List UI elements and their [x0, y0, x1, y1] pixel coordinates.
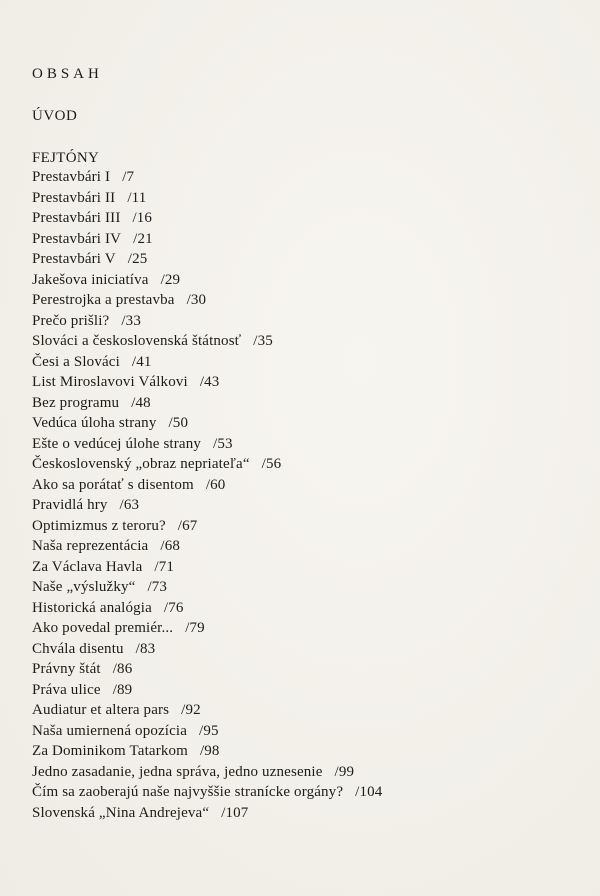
toc-entry-page: /53: [213, 435, 233, 452]
intro-heading: ÚVOD: [32, 108, 78, 124]
toc-entry: [32, 516, 382, 537]
toc-entry-page: /67: [177, 517, 198, 534]
toc-entry-title: Naša umiernená opozícia: [32, 722, 188, 739]
toc-entry-page: /21: [133, 230, 153, 247]
toc-entry-title: Čím sa zaoberajú naše najvyššie stranícke orgány?: [32, 784, 344, 800]
toc-entry: [32, 803, 382, 824]
toc-entry: [32, 536, 382, 557]
toc-entry-title: Prestavbári III: [32, 210, 121, 226]
toc-entry-title: Právny štát: [32, 661, 101, 677]
toc-entry-title: Optimizmus z teroru?: [32, 517, 166, 534]
toc-entry-page: /7: [122, 169, 135, 185]
toc-entry-title: Jedno zasadanie, jedna správa, jedno uznesenie: [32, 763, 323, 780]
toc-entry-title: Naše „výslužky“: [32, 579, 136, 595]
toc-entry-page: /83: [135, 640, 156, 657]
toc-entry-title: Audiatur et altera pars: [32, 702, 170, 718]
toc-entry: [32, 311, 382, 332]
toc-entry-page: /41: [131, 353, 152, 370]
toc-entry-title: Prestavbári IV: [32, 230, 122, 247]
toc-entry: [32, 741, 382, 762]
toc-entry-page: /25: [127, 251, 148, 267]
toc-entry-page: /50: [168, 415, 189, 431]
toc-entry: [32, 290, 382, 311]
toc-entry-title: Prestavbári II: [32, 189, 116, 206]
toc-entry-page: /76: [163, 599, 184, 616]
toc-entry-title: Chvála disentu: [32, 640, 124, 657]
toc-entry-title: Jakešova iniciatíva: [32, 271, 149, 288]
toc-entry: [32, 782, 382, 803]
toc-entry: [32, 495, 382, 516]
toc-entry-page: /95: [199, 722, 219, 739]
toc-entry-title: Ako sa porátať s disentom: [32, 476, 194, 493]
toc-entry-page: /30: [186, 292, 207, 308]
toc-entry-title: Vedúca úloha strany: [32, 415, 157, 431]
toc-entry-page: /98: [199, 743, 220, 759]
toc-entry-title: Prestavbári V: [32, 251, 116, 267]
toc-entry-page: /89: [112, 681, 133, 698]
toc-entry-title: Pravidlá hry: [32, 497, 108, 513]
toc-entry: [32, 188, 382, 209]
toc-entry-title: Perestrojka a prestavba: [32, 292, 175, 308]
toc-entry: [32, 680, 382, 701]
toc-entry-page: /48: [131, 394, 151, 411]
toc-entry: [32, 434, 382, 455]
toc-entry: [32, 393, 382, 414]
toc-entry-page: /92: [181, 702, 201, 718]
toc-entry-title: List Miroslavovi Válkovi: [32, 374, 188, 390]
toc-entry-page: /107: [221, 804, 249, 821]
toc-entry-page: /99: [334, 763, 355, 780]
toc-entry-page: /29: [160, 271, 181, 288]
toc-entry-page: /73: [147, 579, 168, 595]
toc-entry-title: Slováci a československá štátnosť: [32, 333, 242, 349]
toc-entry-title: Prestavbári I: [32, 169, 111, 185]
toc-entry: [32, 352, 382, 373]
toc-entry-title: Za Václava Havla: [32, 558, 143, 575]
toc-entry: [32, 413, 382, 434]
toc-entry-title: Československý „obraz nepriateľa“: [32, 456, 250, 472]
toc-entry-title: Bez programu: [32, 394, 120, 411]
toc-entry: [32, 249, 382, 270]
toc-entry-title: Práva ulice: [32, 681, 101, 698]
toc-entry: [32, 208, 382, 229]
toc-entry: [32, 331, 382, 352]
toc-entry: [32, 700, 382, 721]
contents-heading: OBSAH: [32, 66, 103, 82]
toc-entry-title: Česi a Slováci: [32, 353, 120, 370]
toc-entry-page: /63: [119, 497, 140, 513]
toc-entry-page: /86: [112, 661, 133, 677]
toc-entry: [32, 270, 382, 291]
toc-entry-title: Naša reprezentácia: [32, 538, 149, 554]
toc-entry: [32, 659, 382, 680]
toc-entry-title: Za Dominikom Tatarkom: [32, 743, 188, 759]
toc-entry-page: /104: [355, 784, 383, 800]
section-title: FEJTÓNY: [32, 150, 100, 166]
toc-entry-page: /68: [160, 538, 180, 554]
toc-entry-page: /33: [121, 312, 141, 329]
toc-entry-title: Historická analógia: [32, 599, 152, 616]
toc-entry-title: Ešte o vedúcej úlohe strany: [32, 435, 201, 452]
toc-entry: [32, 454, 382, 475]
toc-entry: [32, 721, 382, 742]
toc-entry: [32, 762, 382, 783]
toc-entry: [32, 639, 382, 660]
toc-entry: [32, 372, 382, 393]
toc-entry-page: /16: [132, 210, 153, 226]
toc-entry-page: /43: [199, 374, 220, 390]
toc-entry: [32, 475, 382, 496]
toc-entry-page: /11: [127, 189, 147, 206]
toc-entry: [32, 557, 382, 578]
toc-entry-page: /71: [154, 558, 175, 575]
toc-entry: [32, 618, 382, 639]
toc-entry: [32, 167, 382, 188]
toc-entry-page: /35: [253, 333, 273, 349]
toc-entry-title: Slovenská „Nina Andrejeva“: [32, 804, 210, 821]
toc-entry: [32, 229, 382, 250]
toc-entry: [32, 577, 382, 598]
toc-entry-page: /60: [205, 476, 226, 493]
toc-entry-page: /56: [261, 456, 282, 472]
toc-entry-title: Ako povedal premiér...: [32, 620, 174, 636]
toc-entry-title: Prečo prišli?: [32, 312, 110, 329]
toc-entry-page: /79: [185, 620, 205, 636]
toc-list: [32, 167, 382, 823]
toc-entry: [32, 598, 382, 619]
